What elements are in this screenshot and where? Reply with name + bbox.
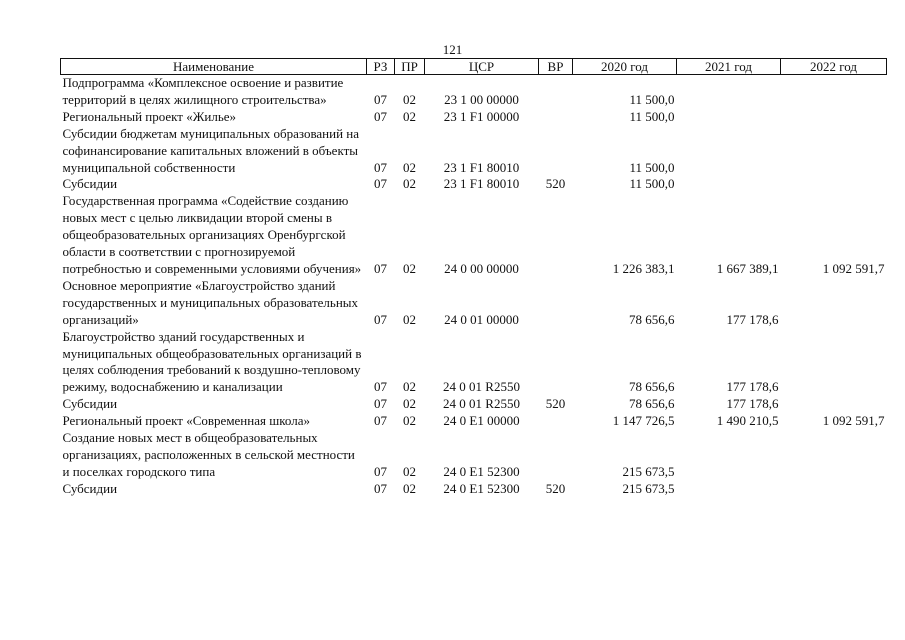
cell-y2020: 78 656,6 [629, 311, 675, 327]
table-row [61, 278, 887, 329]
cell-name: Основное мероприятие «Благоустройство зданий государственных и муниципальных образовательных организаций» [62, 277, 359, 327]
cell-csr: 24 0 E1 52300 [443, 463, 520, 479]
cell-y2021: 1 667 389,1 [716, 260, 779, 276]
cell-y2020: 78 656,6 [629, 396, 675, 412]
table-row [61, 430, 887, 481]
cell-vr: 520 [545, 176, 566, 192]
cell-pr: 02 [403, 176, 416, 192]
cell-rz: 07 [374, 396, 387, 412]
cell-y2020: 215 673,5 [622, 463, 675, 479]
table-body [61, 75, 887, 498]
cell-vr [539, 75, 573, 109]
cell-y2022: 1 092 591,7 [822, 413, 885, 429]
cell-vr [539, 109, 573, 126]
cell-name: Создание новых мест в общеобразовательных организациях, расположенных в сельской местности и поселках городского типа [62, 430, 355, 479]
cell-vr [539, 413, 573, 430]
cell-csr: 24 0 01 00000 [444, 311, 519, 327]
cell-y2022 [781, 396, 887, 413]
cell-rz: 07 [374, 176, 387, 192]
table-row [61, 176, 887, 193]
cell-pr: 02 [403, 108, 416, 124]
cell-y2021: 177 178,6 [726, 311, 779, 327]
cell-y2022 [781, 176, 887, 193]
cell-rz: 07 [374, 413, 387, 429]
cell-y2020: 215 673,5 [622, 480, 675, 496]
cell-rz: 07 [374, 91, 387, 107]
cell-y2020: 11 500,0 [629, 159, 675, 175]
cell-y2022 [781, 75, 887, 109]
cell-y2020: 1 147 726,5 [612, 413, 675, 429]
table-row [61, 75, 887, 109]
cell-name: Субсидии [62, 480, 118, 496]
cell-name: Подпрограмма «Комплексное освоение и развитие территорий в целях жилищного строительства» [62, 75, 344, 107]
cell-rz: 07 [374, 108, 387, 124]
cell-rz: 07 [374, 260, 387, 276]
cell-y2020: 78 656,6 [629, 379, 675, 395]
cell-csr: 23 1 F1 80010 [443, 159, 520, 175]
header-csr: ЦСР [425, 59, 539, 75]
header-vr: ВР [539, 59, 573, 75]
cell-pr: 02 [403, 159, 416, 175]
cell-y2021 [677, 481, 781, 498]
table-row [61, 481, 887, 498]
cell-name: Субсидии [62, 176, 118, 192]
cell-y2021: 177 178,6 [726, 379, 779, 395]
cell-csr: 23 1 F1 80010 [443, 176, 520, 192]
table-row [61, 329, 887, 397]
page-number: 121 [442, 42, 463, 57]
cell-rz: 07 [374, 480, 387, 496]
cell-pr: 02 [403, 311, 416, 327]
cell-y2022: 1 092 591,7 [822, 260, 885, 276]
header-2022: 2022 год [781, 59, 887, 75]
budget-table [60, 58, 887, 498]
header-rz: РЗ [367, 59, 395, 75]
cell-y2021: 1 490 210,5 [716, 413, 779, 429]
cell-pr: 02 [403, 480, 416, 496]
table-row [61, 396, 887, 413]
header-2020: 2020 год [573, 59, 677, 75]
table-header [61, 59, 887, 75]
cell-y2022 [781, 329, 887, 397]
header-pr: ПР [395, 59, 425, 75]
cell-y2020: 1 226 383,1 [612, 260, 675, 276]
table-row [61, 126, 887, 177]
cell-y2020: 11 500,0 [629, 176, 675, 192]
table-row [61, 109, 887, 126]
cell-csr: 24 0 01 R2550 [443, 379, 520, 395]
table-row [61, 413, 887, 430]
cell-pr: 02 [403, 463, 416, 479]
cell-y2021 [677, 109, 781, 126]
cell-vr [539, 126, 573, 177]
cell-vr: 520 [545, 480, 566, 496]
cell-name: Благоустройство зданий государственных и муниципальных общеобразовательных организаций в целях соблюдения требований к воздушно-тепловому режиму, водоснабжению и канализации [62, 328, 362, 395]
cell-y2022 [781, 109, 887, 126]
cell-vr: 520 [545, 396, 566, 412]
header-2021: 2021 год [677, 59, 781, 75]
cell-y2021 [677, 75, 781, 109]
cell-name: Государственная программа «Содействие созданию новых мест с целью ликвидации второй смены в общеобразовательных организациях Оренбургской области в соответствии с прогнозируемой потребностью и современными условиями обучения» [62, 193, 362, 276]
cell-y2021 [677, 176, 781, 193]
table-row [61, 193, 887, 278]
cell-pr: 02 [403, 260, 416, 276]
cell-y2020: 11 500,0 [629, 91, 675, 107]
cell-y2022 [781, 481, 887, 498]
cell-y2021 [677, 126, 781, 177]
cell-csr: 24 0 E1 00000 [443, 413, 520, 429]
cell-pr: 02 [403, 379, 416, 395]
cell-csr: 24 0 E1 52300 [443, 480, 520, 496]
cell-y2020: 11 500,0 [629, 108, 675, 124]
cell-vr [539, 278, 573, 329]
cell-y2022 [781, 126, 887, 177]
cell-vr [539, 193, 573, 278]
cell-pr: 02 [403, 413, 416, 429]
cell-csr: 23 1 F1 00000 [443, 108, 520, 124]
cell-name: Субсидии бюджетам муниципальных образований на софинансирование капитальных вложений в объекты муниципальной собственности [62, 125, 360, 175]
cell-name: Региональный проект «Современная школа» [62, 413, 310, 429]
cell-name: Региональный проект «Жилье» [62, 108, 237, 124]
cell-y2021: 177 178,6 [726, 396, 779, 412]
cell-rz: 07 [374, 379, 387, 395]
cell-vr [539, 329, 573, 397]
cell-rz: 07 [374, 159, 387, 175]
cell-name: Субсидии [62, 396, 118, 412]
cell-y2022 [781, 430, 887, 481]
cell-y2021 [677, 430, 781, 481]
cell-vr [539, 430, 573, 481]
cell-csr: 23 1 00 00000 [444, 91, 519, 107]
cell-rz: 07 [374, 463, 387, 479]
cell-csr: 24 0 01 R2550 [443, 396, 520, 412]
header-name: Наименование [61, 59, 367, 75]
cell-rz: 07 [374, 311, 387, 327]
cell-csr: 24 0 00 00000 [444, 260, 519, 276]
cell-pr: 02 [403, 396, 416, 412]
cell-y2022 [781, 278, 887, 329]
cell-pr: 02 [403, 91, 416, 107]
